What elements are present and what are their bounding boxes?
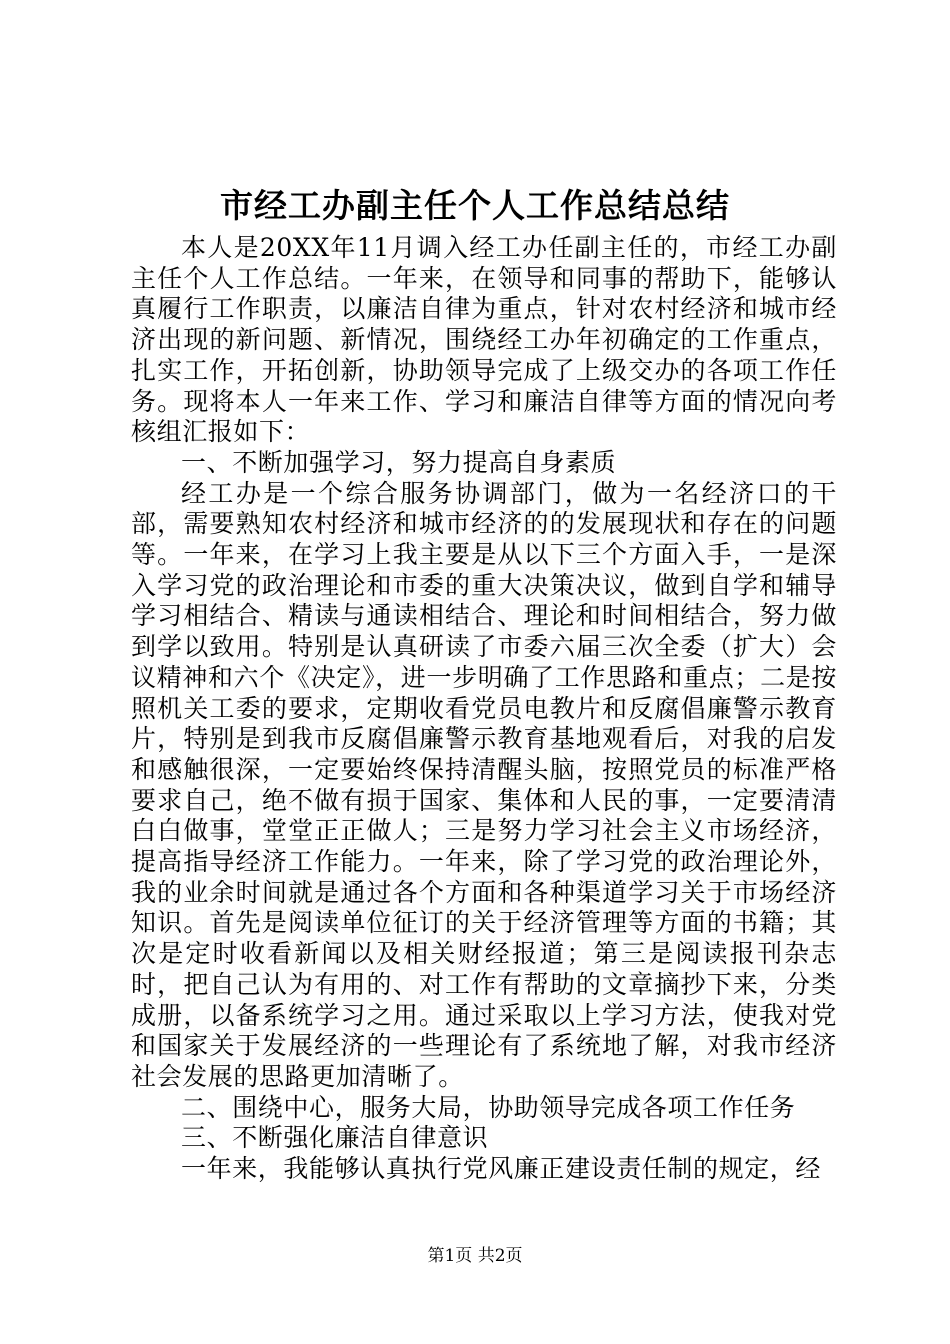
- paragraph-integrity: 一年来，我能够认真执行党风廉正建设责任制的规定，经: [181, 1154, 822, 1184]
- page-number-footer: 第1页 共2页: [427, 1246, 523, 1266]
- section-heading-3: 三、不断强化廉洁自律意识: [181, 1123, 489, 1153]
- paragraph-study: 经工办是一个综合服务协调部门，做为一名经济口的干部，需要熟知农村经济和城市经济的的发展现状和存在的问题等。一年来，在学习上我主要是从以下三个方面入手，一是深入学习党的政治理论和市委的重大决策决议，做到自学和辅导学习相结合、精读与通读相结合、理论和时间相结合，努力做到学以致用。特别是认真研读了市委六届三次全委（扩大）会议精神和六个《决定》，进一步明确了工作思路和重点；二是按照机关工委的要求，定期收看党员电教片和反腐倡廉警示教育片，特别是到我市反腐倡廉警示教育基地观看后，对我的启发和感触很深，一定要始终保持清醒头脑，按照党员的标准严格要求自己，绝不做有损于国家、集体和人民的事，一定要清清白白做事，堂堂正正做人；三是努力学习社会主义市场经济，提高指导经济工作能力。一年来，除了学习党的政治理论外，我的业余时间就是通过各个方面和各种渠道学习关于市场经济知识。首先是阅读单位征订的关于经济管理等方面的书籍；其次是定时收看新闻以及相关财经报道；第三是阅读报刊杂志时，把自己认为有用的、对工作有帮助的文章摘抄下来，分类成册，以备系统学习之用。通过采取以上学习方法，使我对党和国家关于发展经济的一些理论有了系统地了解，对我市经济社会发展的思路更加清晰了。: [131, 478, 837, 1091]
- document-body: [131, 233, 837, 1185]
- document-title: 市经工办副主任个人工作总结总结: [220, 186, 730, 225]
- paragraph-intro: 本人是20XX年11月调入经工办任副主任的，市经工办副主任个人工作总结。一年来，在领导和同事的帮助下，能够认真履行工作职责，以廉洁自律为重点，针对农村经济和城市经济出现的新问题、新情况，围绕经工办年初确定的工作重点，扎实工作，开拓创新，协助领导完成了上级交办的各项工作任务。现将本人一年来工作、学习和廉洁自律等方面的情况向考核组汇报如下：: [131, 233, 837, 447]
- section-heading-1: 一、不断加强学习，努力提高自身素质: [181, 447, 617, 477]
- section-heading-2: 二、围绕中心，服务大局，协助领导完成各项工作任务: [181, 1092, 796, 1122]
